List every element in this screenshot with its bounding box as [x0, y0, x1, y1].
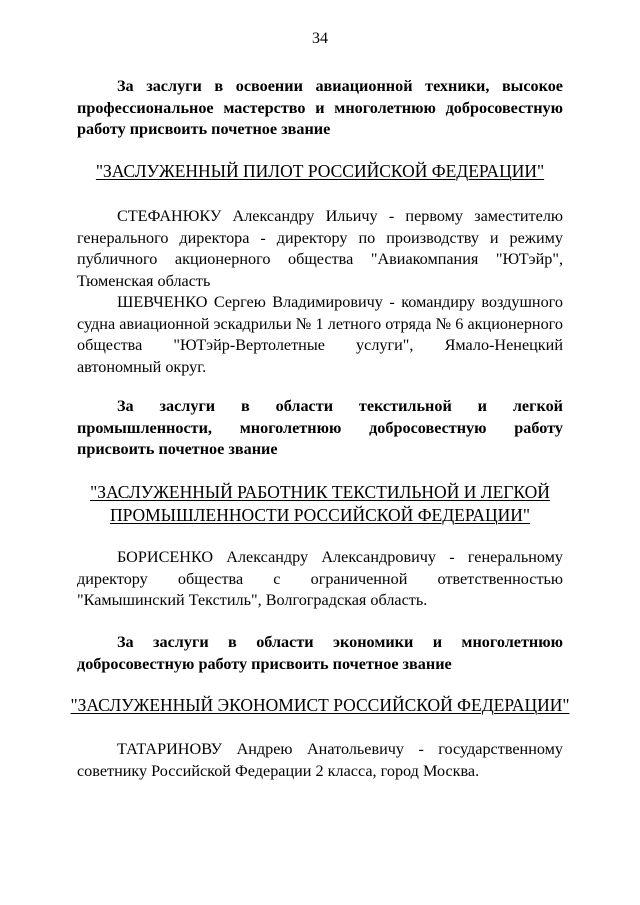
- section-2-intro: За заслуги в области текстильной и легкой промышленности, многолетнюю добросовестную работу присвоить почетное звание: [77, 397, 563, 458]
- award-entry: БОРИСЕНКО Александру Александровичу - генеральному директору общества с ограниченной ответственностью "Камышинский Текстиль", Волгоградская область.: [77, 548, 563, 609]
- section-2-entries: [77, 547, 563, 612]
- section-3-intro: За заслуги в области экономики и многолетнюю добросовестную работу присвоить почетное звание: [77, 633, 563, 673]
- section-3-entries: [77, 739, 563, 782]
- section-1-title: "ЗАСЛУЖЕННЫЙ ПИЛОТ РОССИЙСКОЙ ФЕДЕРАЦИИ": [95, 161, 545, 181]
- section-1-intro-block: [77, 76, 563, 141]
- section-3-intro-block: [77, 632, 563, 675]
- section-2-intro-block: [77, 396, 563, 461]
- section-2-title: "ЗАСЛУЖЕННЫЙ РАБОТНИК ТЕКСТИЛЬНОЙ И ЛЕГКОЙ ПРОМЫШЛЕННОСТИ РОССИЙСКОЙ ФЕДЕРАЦИИ": [90, 482, 550, 525]
- award-entry: ШЕВЧЕНКО Сергею Владимировичу - командиру воздушного судна авиационной эскадрильи № 1 летного отряда № 6 акционерного общества "ЮТэйр-Вертолетные услуги", Ямало-Ненецкий автономный округ.: [77, 293, 563, 376]
- award-entry: СТЕФАНЮКУ Александру Ильичу - первому заместителю генерального директора - директору по производству и режиму публичного акционерного общества "Авиакомпания "ЮТэйр", Тюменская область: [77, 207, 563, 290]
- award-entry: ТАТАРИНОВУ Андрею Анатольевичу - государственному советнику Российской Федерации 2 класса, город Москва.: [77, 740, 563, 780]
- page-number: 34: [312, 30, 328, 47]
- section-1-intro: За заслуги в освоении авиационной техники, высокое профессиональное мастерство и многолетнюю добросовестную работу присвоить почетное звание: [77, 77, 563, 138]
- section-1-entries: [77, 206, 563, 378]
- section-3-title: "ЗАСЛУЖЕННЫЙ ЭКОНОМИСТ РОССИЙСКОЙ ФЕДЕРАЦИИ": [70, 695, 570, 715]
